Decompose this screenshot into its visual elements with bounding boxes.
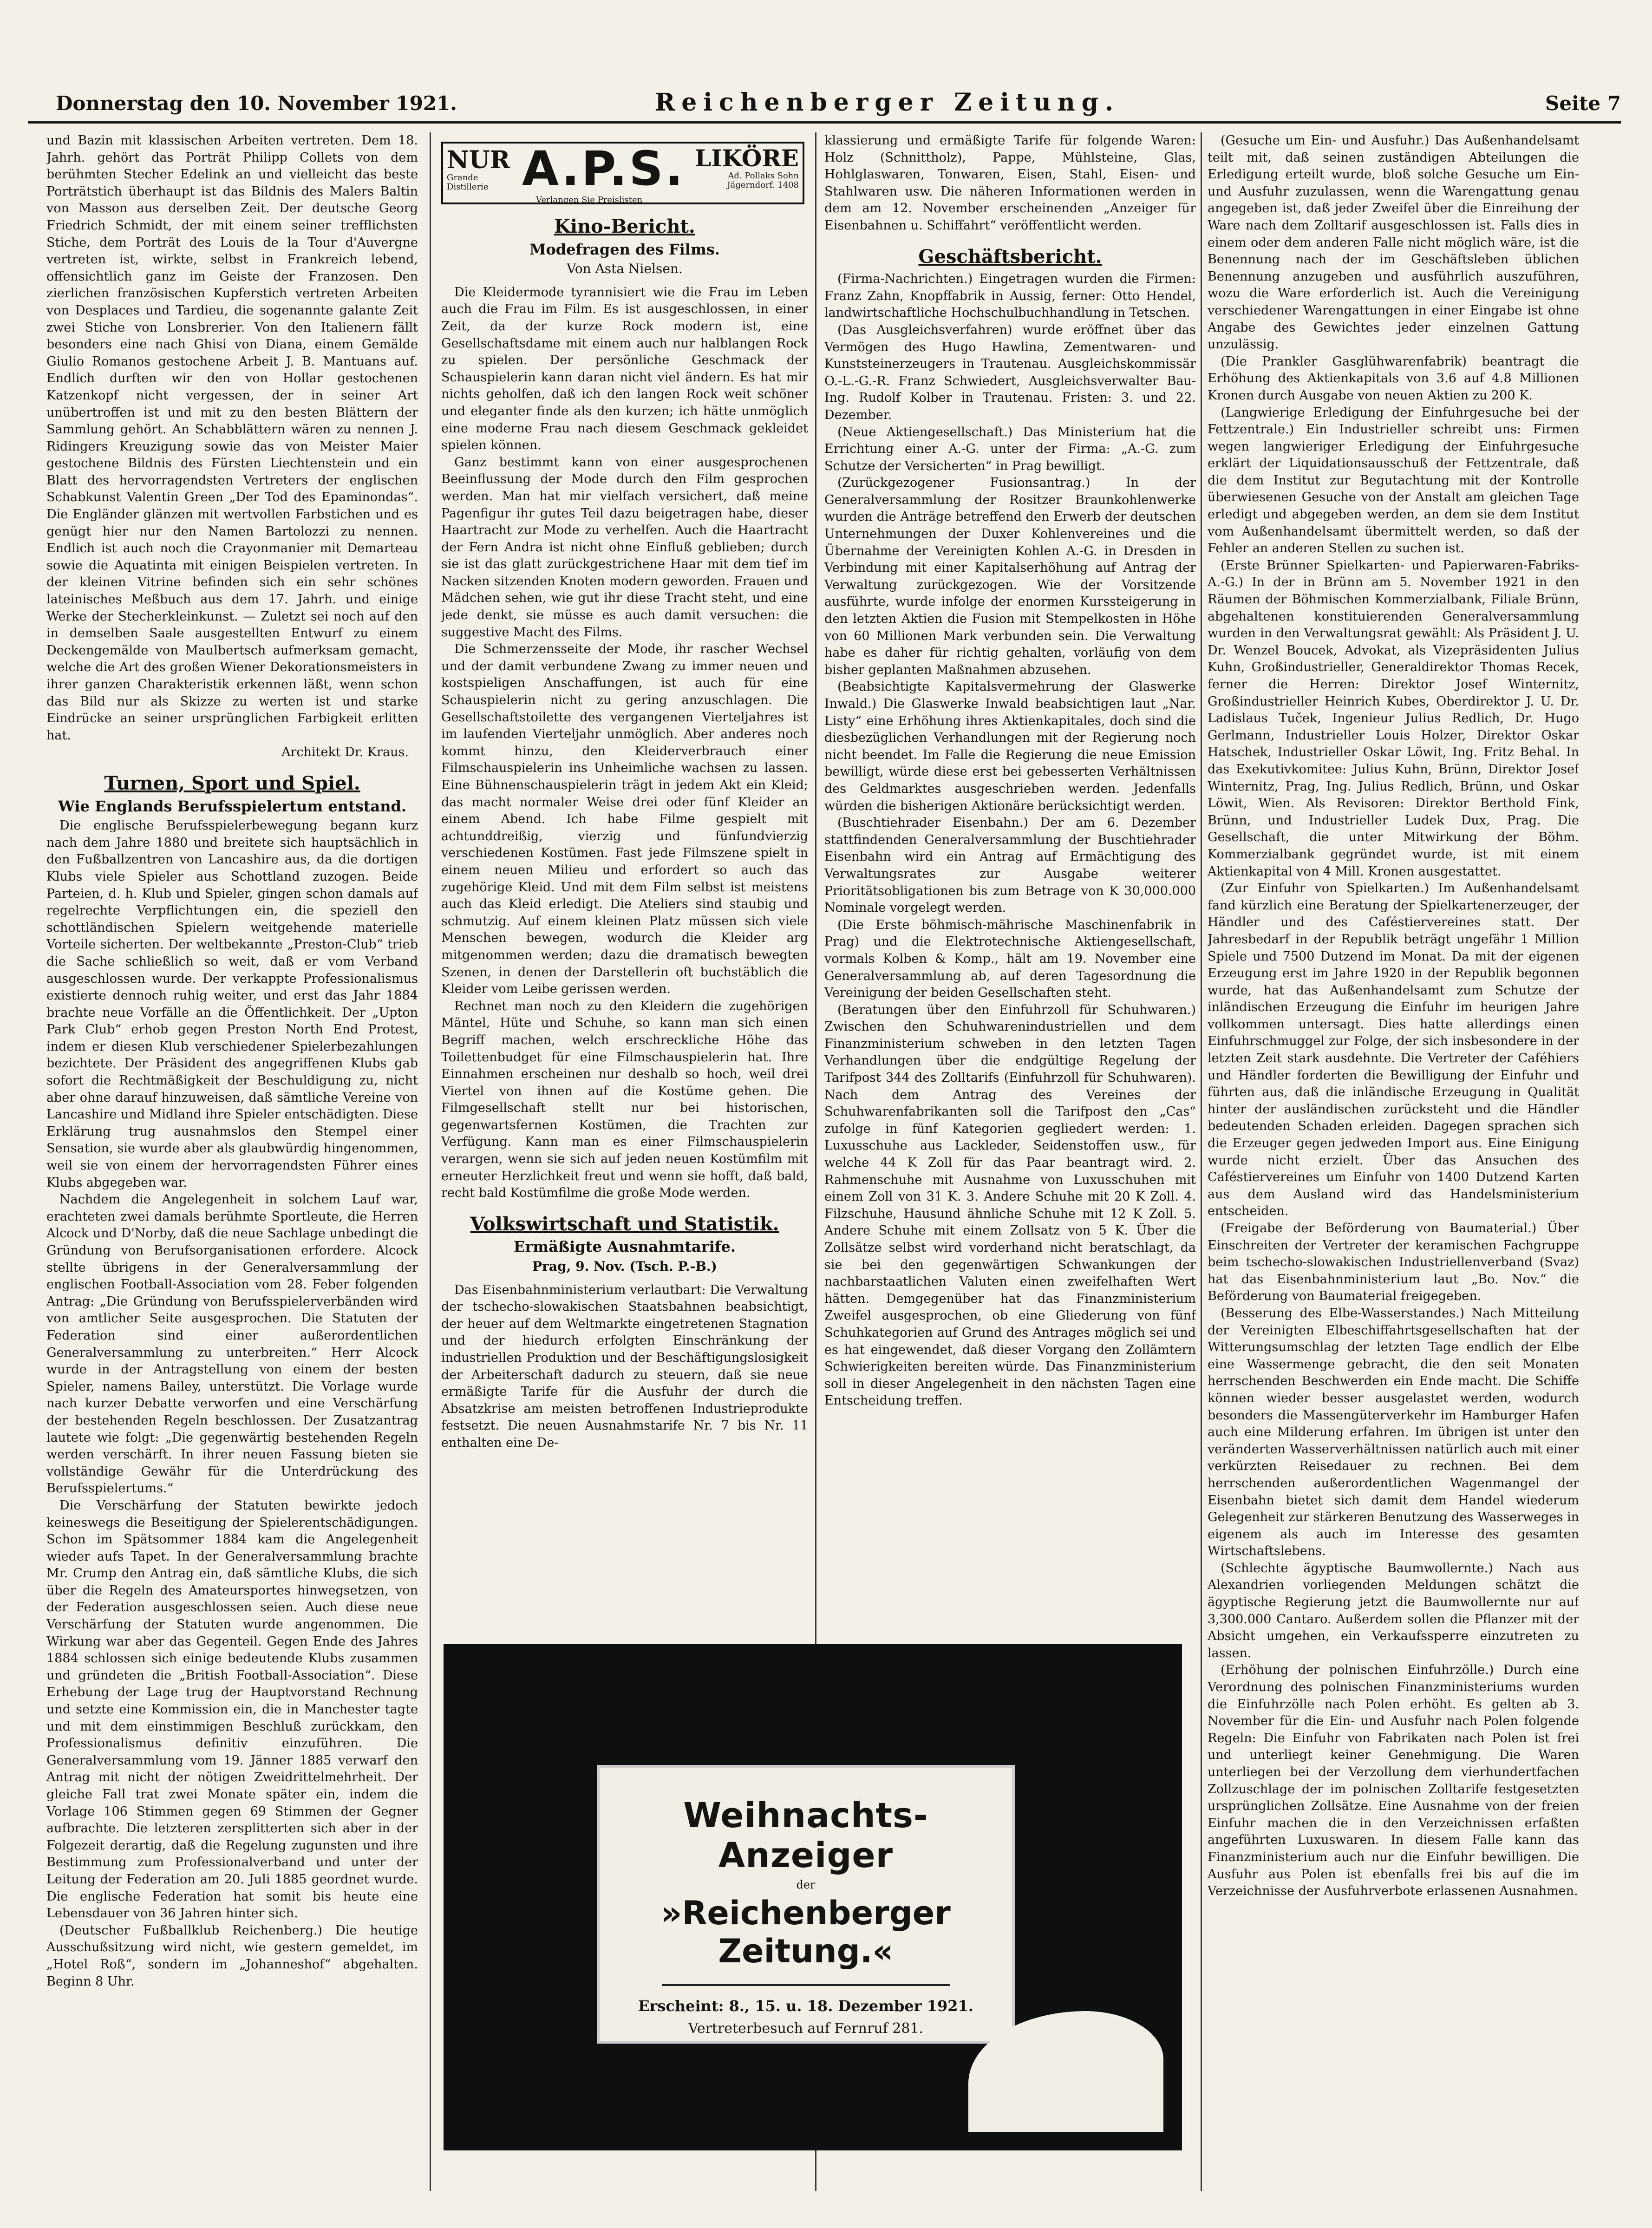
header-page-number: Seite 7 [1545,92,1621,115]
kino-paragraph: Die Kleidermode tyrannisiert wie die Frau im Leben auch die Frau im Film. Es ist ausgeschlossen, in einer Zeit, da der kurze Rock modern ist, eine Gesellschaftsdame mit einem auch nur halblangen Rock zu spielen. Der persönliche Geschmack der Schauspielerin kann daran nicht viel ändern. Es hat mir nichts geholfen, daß ich den langen Rock weit schöner und eleganter finde als den kurzen; ich hätte unmöglich eine moderne Frau nach diesem Geschmack gekleidet spielen können. [441,285,808,453]
kino-paragraph: Rechnet man noch zu den Kleidern die zugehörigen Mäntel, Hüte und Schuhe, so kann man sich einen Begriff machen, welch erschreckliche Höhe das Toilettenbudget für eine Filmschauspielerin hat. Ihre Einnahmen erscheinen nur deshalb so hoch, weil drei Viertel von ihnen auf die Kostüme gehen. Die Filmgesellschaft stellt nur bei historischen, gegenwartsfernen Kostümen, die Trachten zur Verfügung. Kann man es einer Filmschauspielerin verargen, wenn sie sich auf jeden neuen Kostümfilm mit erneuter Herzlichkeit freut und wenn sie hofft, daß bald, recht bald Kostümfilme die große Mode werden. [441,999,808,1201]
business-item: (Das Ausgleichsverfahren) wurde eröffnet über das Vermögen des Hugo Hawlina, Zementwaren- und Kunststeinerzeugers in Trautenau. Ausgleichskommissär O.-L.-G.-R. Franz Schwiedert, Ausgleichsverwalter Bau-Ing. Rudolf Kolber in Trautenau. Fristen: 3. und 22. Dezember. [824,322,1196,422]
christmas-advertisement [444,1644,1182,2150]
art-review-signature: Architekt Dr. Kraus. [281,745,409,760]
business-item: (Erhöhung der polnischen Einfuhrzölle.) Durch eine Verordnung des polnischen Finanzministeriums wurden die Einfuhrzölle nach Polen erhöht. Es gelten ab 3. November für die Ein- und Ausfuhr nach Polen folgende Regeln: Die Einfuhr von Fabrikaten nach Polen ist frei und unterliegt keiner Genehmigung. Die Waren unterliegen bei der Verzollung dem vierhundertfachen Zollzuschlage der im polnischen Zolltarife festgesetzten ursprünglichen Zollsätze. Eine Ausnahme von der freien Einfuhr machen die in den Verzeichnissen erfaßten angeführten Luxuswaren. In diesem Falle kann das Finanzministerium auch nur die Einfuhr bewilligen. Die Ausfuhr aus Polen ist ebenfalls frei bis auf die im Verzeichnisse der Ausfuhrverbote erlassenen Ausnahmen. [1208,1663,1579,1899]
ad-brand: A.P.S. [522,141,685,196]
christmas-ad-dates: Erscheint: 8., 15. u. 18. Dezember 1921. [638,1997,973,2015]
ad-right-small: Ad. Pollaks Sohn Jägerndorf. 1408 [727,171,799,190]
business-item: (Beabsichtigte Kapitalsvermehrung der Glaswerke Inwald.) Die Glaswerke Inwald beabsichtigen laut „Nar. Listy“ eine Erhöhung ihres Aktienkapitales, doch sind die diesbezüglichen Verhandlungen mit der Regierung noch nicht beendet. Im Falle die Regierung die neue Emission bewilligt, würde diese erst bei gebesserten Verhältnissen des Geldmarktes ausgeschrieben werden. Jedenfalls würden die bisherigen Aktionäre berücksichtigt werden. [824,680,1196,813]
ad-left-text: NUR [447,146,510,174]
economy-dateline: Prag, 9. Nov. (Tsch. P.-B.) [532,1259,717,1274]
kino-paragraph: Die Schmerzensseite der Mode, ihr rascher Wechsel und der damit verbundene Zwang zu immer neuen und kostspieligen Anschaffungen, ist auch für eine Schauspielerin nicht zu gering anzuschlagen. Die Gesellschaftstoilette des vergangenen Vierteljahres ist im laufenden Vierteljahr unmöglich. Aber anderes noch kommt hinzu, den Kleiderverbrauch einer Filmschauspielerin ins Unheimliche wachsen zu lassen. Eine Bühnenschauspielerin trägt in jedem Akt ein Kleid; das macht normaler Weise drei oder fünf Kleider an einem Abend. Ich habe Filme gespielt mit achtunddreißig, vierzig und fünfundvierzig verschiedenen Kostümen. Fast jede Filmszene spielt in einem neuen Milieu und erfordert so auch das zugehörige Kleid. Und mit dem Film selbst ist meistens auch das Kleid erledigt. Die Ateliers sind staubig und schmutzig. Auf einem kleinen Platz müssen sich viele Menschen bewegen, wodurch die Kleider arg mitgenommen werden; dazu die dramatisch bewegten Szenen, in denen der Darstellerin oft buchstäblich die Kleider vom Leibe gerissen werden. [441,642,808,997]
kino-section-title: Kino-Bericht. [554,216,695,237]
column-rule [430,132,431,2191]
header-title: Reichenberger Zeitung. [655,88,1120,117]
sport-paragraph: Die Verschärfung der Statuten bewirkte jedoch keineswegs die Beseitigung der Spielerentschädigungen. Schon im Spätsommer 1884 kam die Angelegenheit wieder aufs Tapet. In der Generalversammlung brachte Mr. Crump den Antrag ein, daß sämtliche Klubs, die sich über die Regeln des Amateursportes hinwegsetzen, von der Federation ausgeschlossen seien. Auch diese neue Verschärfung der Statuten wurde angenommen. Die Wirkung war aber das Gegenteil. Gegen Ende des Jahres 1884 schlossen sich einige bedeutende Klubs zusammen und gründeten die „British Football-Association“. Diese Erhebung der Lage trug der Hauptvorstand Rechnung und setzte eine Kommission ein, die in Manchester tagte und mit dem einstimmigen Beschluß zurückkam, den Professionalismus definitiv einzuführen. Die Generalversammlung vom 19. Jänner 1885 verwarf den Antrag mit nicht der nötigen Zweidrittelmehrheit. Der gleiche Fall trat zwei Monate später ein, indem die Vorlage 106 Stimmen gegen 69 Stimmen der Gegner aufbrachte. Die letzteren zersplitterten sich aber in der Folgezeit derartig, daß die Regelung zugunsten und ihre Bestimmung zum Professionalverband und unter der Leitung der Federation am 20. Juli 1885 geordnet wurde. Die englische Federation hat somit bis heute eine Lebensdauer von 36 Jahren hinter sich. [46,1498,418,1921]
page-header [28,88,1621,124]
kino-article-title: Modefragen des Films. [529,240,720,258]
christmas-ad-panel [597,1765,1015,2044]
business-item: (Beratungen über den Einfuhrzoll für Schuhwaren.) Zwischen den Schuhwarenindustriellen und dem Finanzministerium schweben in den letzten Tagen Verhandlungen über die endgültige Regelung der Tarifpost 344 des Zolltarifs (Einfuhrzoll für Schuhwaren). Nach dem Antrag des Vereines der Schuhwarenfabrikanten soll die Tarifpost den „Cas“ zufolge in fünf Kategorien gegliedert werden: 1. Luxusschuhe aus Lackleder, Seidenstoffen usw., für welche 44 K Zoll für das Paar beantragt wird. 2. Rahmenschuhe mit Ausnahme von Luxusschuhen mit einem Zoll von 31 K. 3. Andere Schuhe mit 20 K Zoll. 4. Filzschuhe, Hausund ähnliche Schuhe mit 12 K Zoll. 5. Andere Schuhe mit einem Zollsatz von 5 K. Über die Zollsätze selbst wird vorderhand nicht beratschlagt, da sie bei den gegenwärtigen Schwankungen der nachbarstaatlichen Valuten einen zweifelhaften Wert hätten. Demgegenüber hat das Finanzministerium Zweifel ausgesprochen, ob eine Gliederung von fünf Schuhkategorien auf Grund des Antrages möglich sei und es hat eingewendet, daß dieser Vorgang den Zollämtern Schwierigkeiten bereiten würde. Das Finanzministerium soll in dieser Angelegenheit in den nächsten Tagen eine Entscheidung treffen. [824,1002,1196,1408]
kino-paragraph: Ganz bestimmt kann von einer ausgesprochenen Beeinflussung der Mode durch den Film gesprochen werden. Man hat mir vielfach versichert, daß meine Pagenfigur ihr gutes Teil dazu beigetragen habe, dieser Haartracht zur Mode zu verhelfen. Auch die Haartracht der Fern Andra ist nicht ohne Einfluß geblieben; durch sie ist das glatt zurückgestrichene Haar mit dem tief im Nacken sitzenden Knoten modern geworden. Frauen und Mädchen sehen, wie gut ihr diese Tracht steht, und eine jede denkt, sie müsse es auch damit versuchen: die suggestive Macht des Films. [441,455,808,640]
business-item: (Die Erste böhmisch-mährische Maschinenfabrik in Prag) und die Elektrotechnische Aktiengesellschaft, vormals Kolben & Komp., hält am 19. November eine Generalversammlung ab, auf deren Tagesordnung die Vereinigung der beiden Gesellschaften steht. [824,917,1196,1000]
economy-article-title: Ermäßigte Ausnahmtarife. [514,1238,736,1256]
ad-left-small: Grande Distillerie [447,173,489,192]
ad-right-text: LIKÖRE [695,144,799,172]
business-section-title: Geschäftsbericht. [918,245,1102,268]
column-3 [824,132,1196,1643]
business-item: (Neue Aktiengesellschaft.) Das Ministerium hat die Errichtung einer A.-G. unter der Firma: „A.-G. zum Schutze der Versicherten“ in Prag bewilligt. [824,425,1196,473]
header-date: Donnerstag den 10. November 1921. [56,92,457,115]
aps-liqueur-ad [441,142,804,204]
ad-brand-small: Verlangen Sie Preislisten [536,195,643,205]
economy-paragraph: Das Eisenbahnministerium verlautbart: Die Verwaltung der tschecho-slowakischen Staatsbahnen beabsichtigt, der heuer auf dem Weltmarkte eingetretenen Stagnation und der hiedurch erfolgten Einschränkung der industriellen Produktion und der Beschäftigungslosigkeit der Arbeiterschaft dadurch zu steuern, daß sie neue ermäßigte Tarife für die Ausfuhr der durch die Absatzkrise am meisten betroffenen Industrieprodukte festsetzt. Die neuen Ausnahmstarife Nr. 7 bis Nr. 11 enthalten eine De- [441,1282,808,1450]
sport-article-title: Wie Englands Berufsspielertum entstand. [58,797,407,815]
business-item: (Die Prankler Gasglühwarenfabrik) beantragt die Erhöhung des Aktienkapitals von 3.6 auf 4.8 Millionen Kronen durch Ausgabe von neuen Aktien zu 200 K. [1208,354,1579,403]
column-1 [46,132,418,2191]
business-item: (Zur Einfuhr von Spielkarten.) Im Außenhandelsamt fand kürzlich eine Beratung der Spielkartenerzeuger, der Händler und des Caféstiervereines statt. Der Jahresbedarf in der Republik beträgt ungefähr 1 Million Spiele und 7500 Dutzend im Monat. Da mit der eigenen Erzeugung erst im Jahre 1920 in der Republik begonnen wurde, hat das Außenhandelsamt zum Schutze der inländischen Erzeugung die Einfuhr im heurigen Jahre vollkommen untersagt. Dies hatte allerdings einen Einfuhrschmuggel zur Folge, der sich insbesondere in der letzten Zeit stark ausdehnte. Die Vertreter der Caféhiers und Händler forderten die Bewilligung der Einfuhr und führten aus, daß die inländische Erzeugung in Qualität hinter der ausländischen zurücksteht und die Händler bedeutenden Schaden erleiden. Dagegen sprachen sich die Erzeuger gegen jedweden Import aus. Eine Einigung wurde nicht erzielt. Über das Ansuchen des Caféstiervereines um Einfuhr von 1400 Dutzend Karten aus dem Ausland wird das Handelsministerium entscheiden. [1208,881,1579,1219]
economy-continuation: klassierung und ermäßigte Tarife für folgende Waren: Holz (Schnittholz), Pappe, Mühlsteine, Glas, Hohlglaswaren, Tonwaren, Eisen, Stahl, Eisen- und Stahlwaren usw. Die näheren Informationen werden in dem am 12. November erscheinenden „Anzeiger für Eisenbahnen u. Schiffahrt“ veröffentlicht werden. [824,133,1196,233]
christmas-ad-paper: »Reichenberger Zeitung.« [661,1894,951,1970]
business-item: (Freigabe der Beförderung von Baumaterial.) Über Einschreiten der Vertreter der keramischen Fachgruppe beim tschecho-slowakischen Industriellenverband (Svaz) hat das Eisenbahnministerium laut „Bo. Nov.“ die Beförderung von Baumaterial freigegeben. [1208,1221,1579,1304]
column-rule [1201,132,1202,2191]
kino-byline: Von Asta Nielsen. [567,261,683,277]
christmas-ad-title: Weihnachts-Anzeiger [683,1796,928,1875]
business-item: (Gesuche um Ein- und Ausfuhr.) Das Außenhandelsamt teilt mit, daß seinen zuständigen Abteilungen die Erledigung erteilt wurde, bloß solche Gesuche um Ein- und Ausfuhr zuzulassen, wenn die Warengattung genau angegeben ist, daß jeder Zweifel über die Einreihung der Ware nach dem Zolltarif ausgeschlossen ist. Falls dies in einem oder dem anderen Falle nicht möglich wäre, ist die Benennung nach der im Geschäftsleben üblichen Benennung anzugeben und ausführlich auszuführen, wozu die Ware erforderlich ist. Auch die Vereinigung verschiedener Warengattungen in einer Eingabe ist ohne Angabe des Gewichtes jeder einzelnen Gattung unzulässig. [1208,133,1579,352]
column-4 [1208,132,1579,2191]
economy-section-title: Volkswirtschaft und Statistik. [470,1213,779,1235]
business-item: (Buschtiehrader Eisenbahn.) Der am 6. Dezember stattfindenden Generalversammlung der Buschtiehrader Eisenbahn wird ein Antrag auf Ermächtigung des Verwaltungsrates zur Ausgabe weiterer Prioritätsobligationen bis zum Betrage von K 30,000.000 Nominale vorgelegt werden. [824,816,1196,915]
christmas-ad-divider [662,1984,950,1986]
christmas-ad-der: der [796,1878,816,1891]
business-item: (Schlechte ägyptische Baumwollernte.) Nach aus Alexandrien vorliegenden Meldungen schätzt die ägyptische Regierung jetzt die Baumwollernte nur auf 3,300.000 Cantaro. Außerdem sollen die Pflanzer mit der Absicht umgehen, ein Verkaufssperre einzutreten zu lassen. [1208,1561,1579,1660]
sport-paragraph: Nachdem die Angelegenheit in solchem Lauf war, erachteten zwei damals berühmte Sportleute, die Herren Alcock und D'Norby, daß die neue Sachlage unbedingt die Gründung von Berufsorganisationen erfordere. Alcock stellte übrigens in der Generalversammlung der englischen Football-Association vom 28. Feber folgenden Antrag: „Die Gründung von Berufsspielerverbänden wird von amtlicher Seite ausgesprochen. Die Statuten der Federation sind einer außerordentlichen Generalversammlung zu unterbreiten.“ Herr Alcock wurde in der Antragstellung von einem der besten Spieler, namens Bailey, unterstützt. Die Vorlage wurde nach kurzer Debatte verworfen und eine Verschärfung der bestehenden Regeln beschlossen. Der Zusatzantrag lautete wie folgt: „Die gegenwärtig bestehenden Regeln werden verschärft. In ihrer neuen Fassung bieten sie vollständige Gewähr für die Unterdrückung des Berufsspielertums.“ [46,1192,418,1496]
christmas-ad-phone: Vertreterbesuch auf Fernruf 281. [688,2020,924,2037]
business-item: (Firma-Nachrichten.) Eingetragen wurden die Firmen: Franz Zahn, Knopffabrik in Aussig, ferner: Otto Hendel, landwirtschaftliche Hochschulbuchhandlung in Tetschen. [824,272,1196,320]
sport-paragraph: Die englische Berufsspielerbewegung begann kurz nach dem Jahre 1880 und breitete sich hauptsächlich in den Fußballzentren von Lancashire aus, da die dortigen Klubs viele Spieler aus Schottland zuzogen. Beide Parteien, d. h. Klub und Spieler, gingen schon damals auf regelrechte Verpflichtungen ein, die speziell den schottländischen Spielern weitgehende materielle Vorteile sicherten. Der weltbekannte „Preston-Club“ trieb die Sache schließlich so weit, daß er vom Verband ausgeschlossen wurde. Der verkappte Professionalismus existierte dennoch ruhig weiter, und erst das Jahr 1884 brachte neue Vorfälle an die Öffentlichkeit. Der „Upton Park Club“ erhob gegen Preston North End Protest, indem er diesen Klub verschiedener Spielerbezahlungen bezichtete. Der Präsident des angegriffenen Klubs gab sofort die Rechtmäßigkeit der Beschuldigung zu, nicht aber ohne darauf hinzuweisen, daß sämtliche Vereine von Lancashire und Midland ihre Spieler entschädigten. Diese Erklärung trug ausnahmslos den Stempel einer Sensation, sie wurde aber als glaubwürdig hingenommen, weil sie von einem der hervorragendsten Führer eines Klubs abgegeben war. [46,818,418,1190]
business-item: (Besserung des Elbe-Wasserstandes.) Nach Mitteilung der Vereinigten Elbeschiffahrtsgesellschaften hat der Witterungsumschlag der letzten Tage endlich der Elbe eine Wassermenge gebracht, die den seit Monaten herrschenden Beschwerden ein Ende macht. Die Schiffe können wieder besser ausgelastet werden, wodurch besonders die Massengüterverkehr im Hamburger Hafen auch eine Milderung erfahren. Im übrigen ist unter den veränderten Wasserverhältnissen natürlich auch mit einer verkürzten Reisedauer zu rechnen. Bei dem herrschenden außerordentlichen Wagenmangel der Eisenbahn bietet sich damit dem Handel wiederum Gelegenheit zur stärkeren Benutzung des Wasserweges in eigenem als auch im Interesse des gesamten Wirtschaftslebens. [1208,1306,1579,1559]
business-item: (Erste Brünner Spielkarten- und Papierwaren-Fabriks-A.-G.) In der in Brünn am 5. November 1921 in den Räumen der Böhmischen Kommerzialbank, Filiale Brünn, abgehaltenen konstituierenden Generalversammlung wurden in den Verwaltungsrat gewählt: Als Präsident J. U. Dr. Wenzel Boucek, Advokat, als Vizepräsidenten Julius Kuhn, Großindustrieller, Generaldirektor Thomas Recek, ferner die Herren: Direktor Josef Winternitz, Großindustrieller Heinrich Kubes, Oberdirektor J. U. Dr. Ladislaus Tuček, Ingenieur Julius Redlich, Dr. Hugo Gerlmann, Industrieller Louis Holzer, Direktor Oskar Hatschek, Industrieller Oskar Löwit, Ing. Fritz Behal. In das Exekutivkomitee: Julius Kuhn, Brünn, Direktor Josef Winternitz, Prag, Ing. Julius Redlich, Brünn, und Oskar Löwit, Wien. Als Revisoren: Direktor Berthold Fink, Brünn, und Industrieller Ludek Dux, Prag. Die Gesellschaft, die unter Mitwirkung der Böhm. Kommerzialbank gegründet wurde, ist mit einem Aktienkapital von 4 Mill. Kronen ausgestattet. [1208,558,1579,879]
business-item: (Langwierige Erledigung der Einfuhrgesuche bei der Fettzentrale.) Ein Industrieller schreibt uns: Firmen wegen langwieriger Erledigung der Einfuhrgesuche erklärt der Liquidationsausschuß der Fettzentrale, daß die dem Institut zur Begutachtung mit der Kontrolle überwiesenen Gesuche von der Anstalt am gleichen Tage erledigt und abgegeben werden, an dem sie dem Institut vom Außenhandelsamt übermittelt werden, so daß der Fehler an anderen Stellen zu suchen ist. [1208,405,1579,556]
sport-section-title: Turnen, Sport und Spiel. [104,772,360,794]
sport-notice: (Deutscher Fußballklub Reichenberg.) Die heutige Ausschußsitzung wird nicht, wie gestern gemeldet, im „Hotel Roß“, sondern im „Johanneshof“ abgehalten. Beginn 8 Uhr. [46,1923,418,1989]
business-item: (Zurückgezogener Fusionsantrag.) In der Generalversammlung der Rositzer Braunkohlenwerke wurden die Anträge betreffend den Erwerb der deutschen Unternehmungen der Duxer Kohlenvereines und die Übernahme der Vereinigten Kohlen A.-G. in Dresden in Verbindung mit einer Kapitalserhöhung auf Antrag der Verwaltung zurückgezogen. Wie der Vorsitzende ausführte, wurde infolge der enormen Kurssteigerung in den letzten Aktien die Fusion mit Stempelkosten in Höhe von 60 Millionen Mark verbunden sein. Die Verwaltung habe es daher für richtig gehalten, vorläufig von dem bisher geplanten Maßnahmen abzusehen. [824,476,1196,677]
art-review-paragraph: und Bazin mit klassischen Arbeiten vertreten. Dem 18. Jahrh. gehört das Porträt Philipp Collets von dem berühmten Stecher Edelink an und vielleicht das beste Porträtstich überhaupt ist das Bildnis des Malers Baltin von Masson aus derselben Zeit. Der deutsche Georg Friedrich Schmidt, der mit einem seiner trefflichsten Stiche, dem Porträt des Louis de la Tour d'Auvergne vertreten ist, wirkte, selbst in Frankreich lebend, offensichtlich ganz im Geiste der Franzosen. Den zierlichen französischen Kupferstich vertreten Arbeiten von Desplaces und Tardieu, die sogenannte galante Zeit zwei Stiche von Lonsbrerier. Von den Italienern fällt besonders eine nach Ghisi von Diana, einem Gemälde Giulio Romanos gestochene Arbeit J. B. Mantuans auf. Endlich durften wir den von Hollar gestochenen Katzenkopf nicht vergessen, der in seiner Art unübertroffen ist und mit zu den besten Blättern der Sammlung gehört. An Schabblättern wären zu nennen J. Ridingers Kreuzigung sowie das von Meister Maier gestochene Bildnis des Fürsten Liechtenstein und ein Blatt des hervorragendsten Vertreters der englischen Schabkunst Valentin Green „Der Tod des Epaminondas“. Die Engländer glänzen mit wertvollen Farbstichen und es genügt hier nur den Namen Bartolozzi zu nennen. Endlich ist auch noch die Crayonmanier mit Demarteau sowie die Aquatinta mit einigen Beispielen vertreten. In der kleinen Vitrine befinden sich ein sehr schönes lateinisches Meßbuch aus dem 17. Jahrh. und einige Werke der Stecherkleinkunst. — Zuletzt sei noch auf den in demselben Saale ausgestellten Entwurf zu einem Deckengemälde von Maulbertsch aufmerksam gemacht, welche die Art des großen Wiener Dekorationsmeisters in ihrer ganzen Charakteristik erkennen läßt, wenn schon das Bild nur als Skizze zu werten ist und starke Eindrücke an seiner ursprünglichen Farbigkeit erlitten hat. [46,133,418,743]
